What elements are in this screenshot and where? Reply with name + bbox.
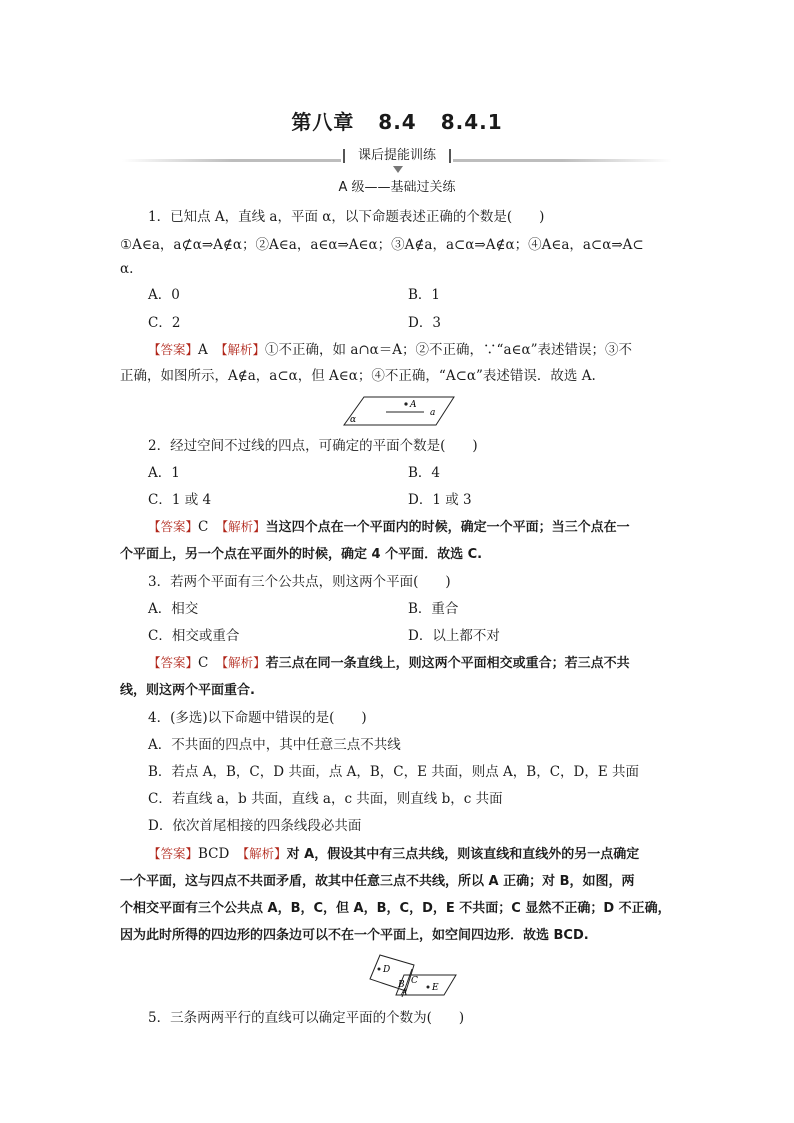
question-1-option-a: A．0 — [148, 287, 180, 303]
question-1-analysis-cont: 正确，如图所示，A∉a，a⊂α，但 A∈α；④不正确，“A⊂α”表述错误．故选 A. — [120, 368, 596, 384]
point-c-label: C — [411, 976, 418, 986]
plane-label: α — [350, 415, 357, 425]
answer-value: BCD — [198, 846, 230, 862]
question-4-answer — [148, 845, 674, 864]
point-a-label: A — [401, 988, 408, 998]
question-2-stem: 2．经过空间不过线的四点，可确定的平面个数是( ) — [148, 438, 478, 454]
analysis-text-cont: 线，则这两个平面重合. — [120, 683, 255, 698]
answer-value: C — [198, 655, 209, 671]
question-3-stem: 3．若两个平面有三个公共点，则这两个平面( ) — [148, 574, 451, 590]
question-4-analysis-cont-1 — [120, 872, 674, 891]
analysis-text-cont: 个平面上，另一个点在平面外的时候，确定 4 个平面．故选 C. — [120, 547, 483, 562]
question-1-option-c: C．2 — [148, 315, 181, 331]
banner-label: 课后提能训练 — [341, 146, 453, 166]
page-title — [0, 106, 794, 135]
analysis-text: ①不正确，如 a∩α＝A；②不正确，∵“a∈α”表述错误；③不 — [265, 342, 633, 358]
question-4-option-a: A．不共面的四点中，其中任意三点不共线 — [148, 737, 401, 753]
question-4-analysis-cont-2 — [120, 899, 674, 918]
point-d-dot — [378, 968, 381, 971]
answer-tag: 【答案】 — [148, 655, 199, 670]
figure-intersecting-planes — [362, 951, 462, 999]
question-5-stem: 5．三条两两平行的直线可以确定平面的个数为( ) — [148, 1010, 465, 1026]
question-3-analysis-cont — [120, 681, 674, 700]
analysis-tag: 【解析】 — [221, 519, 266, 534]
answer-tag: 【答案】 — [148, 846, 199, 861]
answer-value: A — [198, 342, 208, 358]
chapter-label: 第八章 — [291, 110, 355, 134]
point-d-label: D — [383, 965, 391, 975]
question-1-stem: 1．已知点 A，直线 a，平面 α，以下命题表述正确的个数是( ) — [148, 209, 545, 225]
section-label: 8.4 — [378, 110, 417, 134]
answer-tag: 【答案】 — [148, 519, 199, 534]
analysis-text: 当这四个点在一个平面内的时候，确定一个平面；当三个点在一 — [265, 520, 630, 535]
analysis-text: 对 A，假设其中有三点共线，则该直线和直线外的另一点确定 — [286, 847, 640, 862]
question-4-option-b: B．若点 A，B，C，D 共面，点 A，B，C，E 共面，则点 A，B，C，D，E 共面 — [148, 764, 640, 780]
point-e-dot — [427, 986, 430, 989]
figure-plane-point-line — [340, 393, 458, 429]
question-1-option-d: D．3 — [408, 315, 441, 331]
question-1-answer — [148, 341, 674, 359]
question-3-option-c: C．相交或重合 — [148, 628, 240, 644]
point-e-label: E — [432, 983, 439, 993]
analysis-tag: 【解析】 — [242, 846, 287, 861]
question-3-option-b: B．重合 — [408, 601, 459, 617]
point-a-label: A — [410, 400, 417, 410]
question-4-analysis-cont-3 — [120, 926, 674, 945]
answer-tag: 【答案】 — [148, 342, 199, 357]
subsection-label: 8.4.1 — [440, 110, 503, 134]
question-2-analysis-cont — [120, 545, 674, 564]
point-b-label: B — [398, 980, 405, 990]
level-heading: A 级——基础过关练 — [338, 180, 456, 195]
analysis-text-cont: 因为此时所得的四边形的四条边可以不在一个平面上，如空间四边形．故选 BCD. — [120, 928, 589, 943]
question-3-option-a: A．相交 — [148, 601, 199, 617]
question-1-statements-cont: α. — [120, 261, 134, 277]
question-2-option-d: D．1 或 3 — [408, 492, 472, 508]
answer-value: C — [198, 519, 209, 535]
analysis-text-cont: 一个平面，这与四点不共面矛盾，故其中任意三点不共线，所以 A 正确；对 B，如图，两 — [120, 874, 635, 889]
analysis-tag: 【解析】 — [221, 655, 266, 670]
plane-left — [370, 955, 414, 991]
line-a-label: a — [430, 408, 436, 418]
question-4-option-c: C．若直线 a，b 共面，直线 a，c 共面，则直线 b，c 共面 — [148, 791, 503, 807]
question-2-option-c: C．1 或 4 — [148, 492, 212, 508]
question-2-option-b: B．4 — [408, 465, 441, 481]
analysis-text-cont: 个相交平面有三个公共点 A，B，C，但 A，B，C，D，E 不共面；C 显然不正确；D 不正确， — [120, 901, 671, 916]
question-1-option-b: B．1 — [408, 287, 441, 303]
plane-parallelogram — [344, 397, 454, 425]
question-2-option-a: A．1 — [148, 465, 180, 481]
question-4-option-d: D．依次首尾相接的四条线段必共面 — [148, 818, 362, 834]
section-banner — [122, 144, 672, 174]
question-4-stem: 4．(多选)以下命题中错误的是( ) — [148, 710, 367, 726]
question-3-option-d: D．以上都不对 — [408, 628, 500, 644]
question-3-answer — [148, 654, 674, 673]
banner-arrow-icon — [393, 166, 403, 173]
question-2-answer — [148, 518, 674, 537]
analysis-text: 若三点在同一条直线上，则这两个平面相交或重合；若三点不共 — [265, 656, 630, 671]
analysis-tag: 【解析】 — [221, 342, 266, 357]
point-a-dot — [404, 402, 407, 405]
question-1-statements: ①A∈a，a⊄α⇒A∉α；②A∈a，a∈α⇒A∈α；③A∉a，a⊂α⇒A∉α；④A∈a，a⊂α⇒A⊂ — [120, 237, 644, 253]
